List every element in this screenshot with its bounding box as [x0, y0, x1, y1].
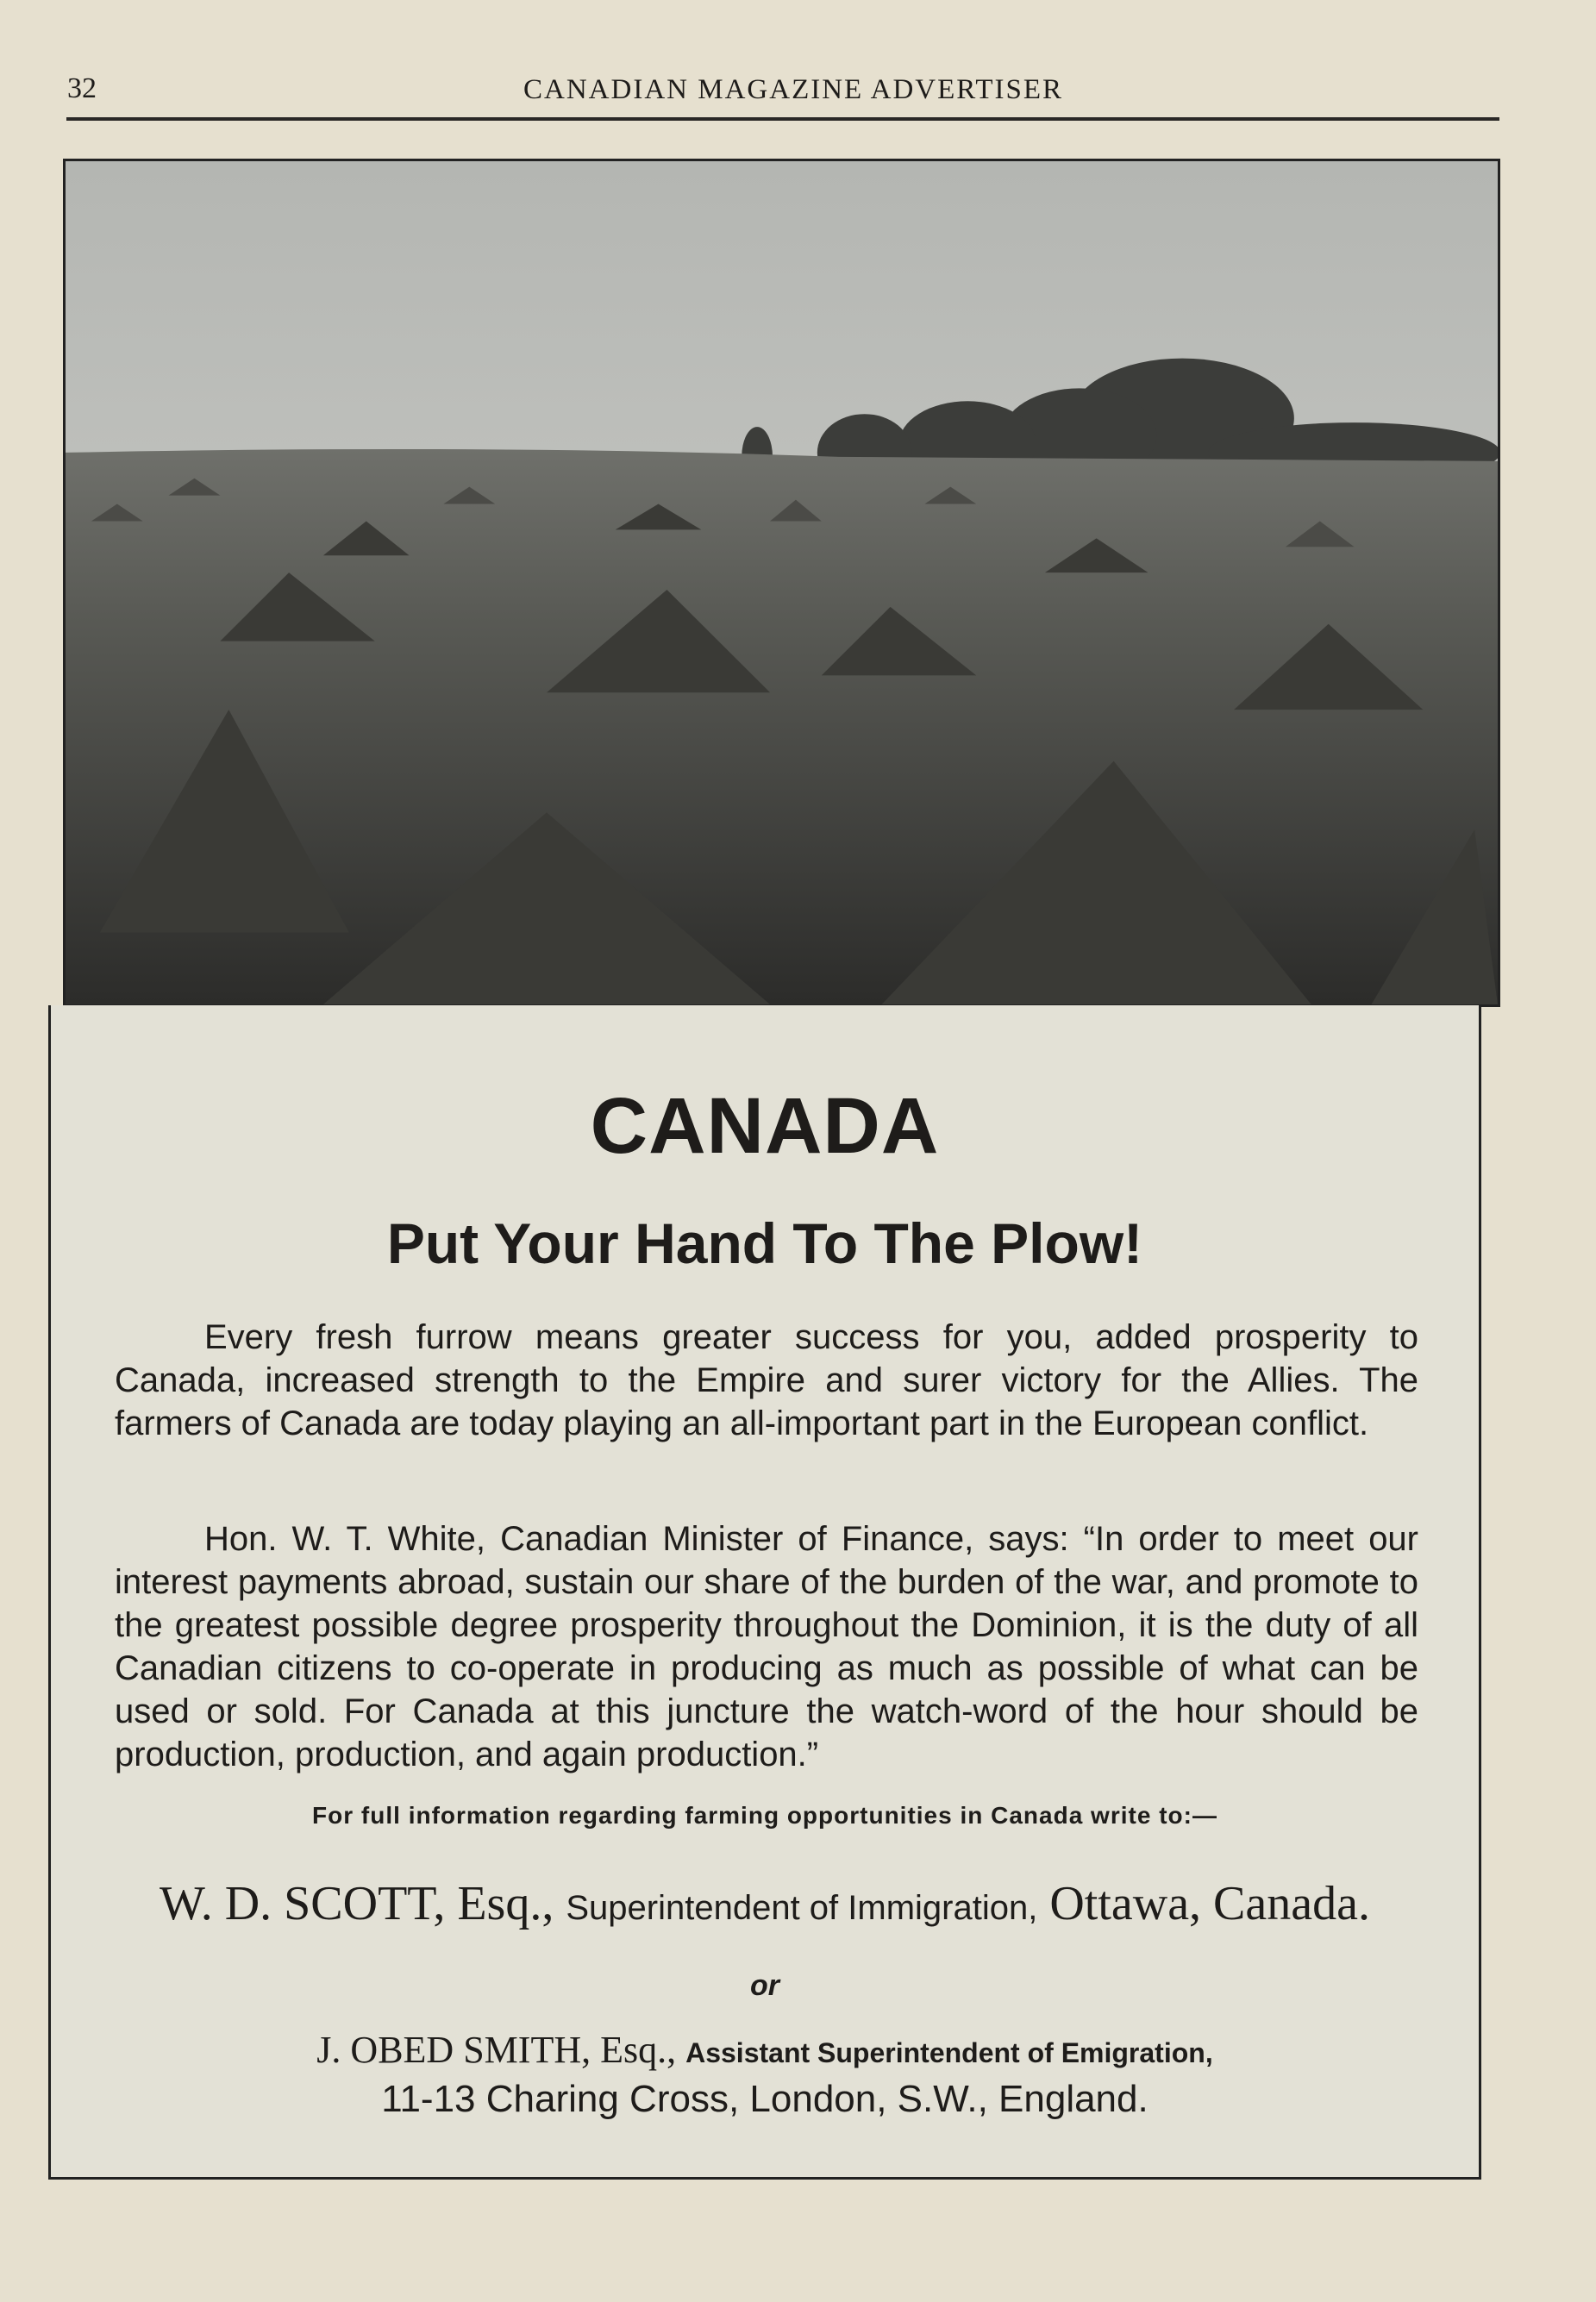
- contact-smith-name: J. OBED SMITH, Esq.,: [316, 2029, 677, 2071]
- header-rule: [66, 117, 1499, 121]
- advertisement-box: [48, 1005, 1481, 2180]
- ad-title: CANADA: [590, 1082, 940, 1170]
- contact-scott: [51, 1876, 1479, 1931]
- contact-smith-address: 11-13 Charing Cross, London, S.W., England.: [381, 2078, 1148, 2120]
- paragraph-1: Every fresh furrow means greater success for you, added prosperity to Canada, increased strength to the Empire and surer victory for the Allies. The farmers of Canada are today playing an all-important part in the European conflict.: [115, 1318, 1418, 1442]
- contact-smith: [51, 2028, 1479, 2072]
- info-line: For full information regarding farming opportunities in Canada write to:—: [312, 1802, 1217, 1829]
- contact-scott-name: W. D. SCOTT, Esq.,: [160, 1877, 554, 1930]
- wheat-field-photo: [63, 159, 1500, 1007]
- contact-smith-role: Assistant Superintendent of Emigration,: [685, 2037, 1213, 2068]
- ad-subtitle: Put Your Hand To The Plow!: [386, 1211, 1143, 1275]
- paragraph-2: Hon. W. T. White, Canadian Minister of Finance, says: “In order to meet our interest payments abroad, sustain our share of the burden of the war, and promote to the greatest possible degree prosperity throughout the Dominion, it is the duty of all Canadian citizens to co-operate in producing as much as possible of what can be used or sold. For Canada at this juncture the watch-word of the hour should be production, production, and again production.”: [115, 1520, 1418, 1773]
- contact-scott-role: Superintendent of Immigration,: [566, 1889, 1038, 1927]
- contact-scott-place: Ottawa, Canada.: [1049, 1877, 1370, 1930]
- page-number: 32: [67, 72, 97, 104]
- running-header: CANADIAN MAGAZINE ADVERTISER: [523, 74, 1063, 105]
- or-separator: or: [750, 1969, 779, 2002]
